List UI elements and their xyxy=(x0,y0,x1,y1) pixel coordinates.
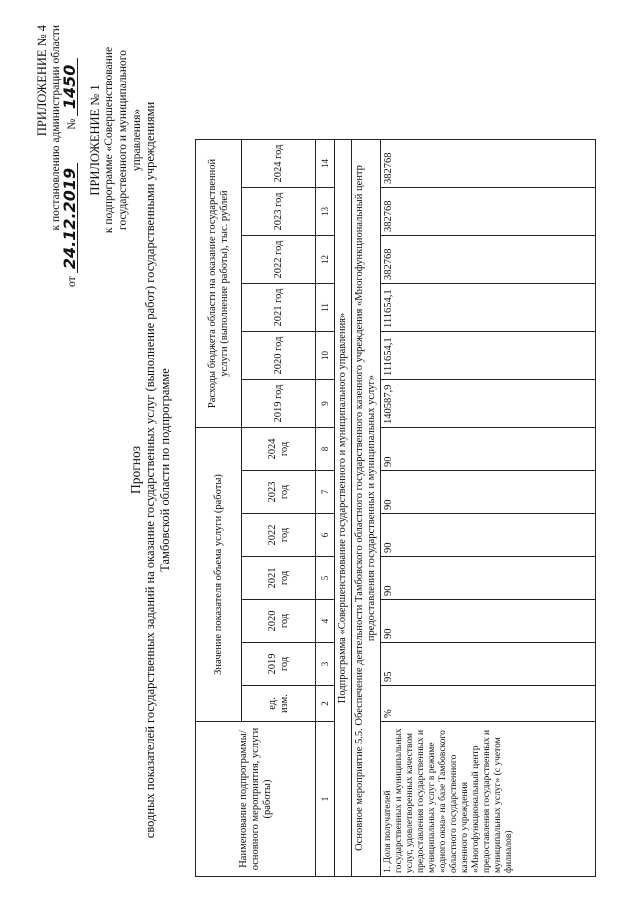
appendix1-line1: к подпрограмме «Совершенствование xyxy=(103,46,115,234)
column-number: 12 xyxy=(316,236,335,284)
header-year: 2021 год xyxy=(242,557,316,600)
appendix4-block xyxy=(35,25,79,295)
column-number: 2 xyxy=(316,686,335,722)
column-number: 13 xyxy=(316,188,335,236)
volume-value: 90 xyxy=(381,428,596,471)
volume-value: 90 xyxy=(381,471,596,514)
appendix1-line2: государственного и муниципального xyxy=(117,50,129,230)
appendix1-line3: управления» xyxy=(131,108,143,172)
main-event-title: Основное мероприятие 5.5. Обеспечение деятельности Тамбовского областного государственного казенного учреждения «Многофункциональный центр предоставления государственных и муниципальных услуг» xyxy=(352,140,381,877)
header-budget-year: 2021 год xyxy=(242,284,316,332)
volume-value: 95 xyxy=(381,643,596,686)
budget-value: 382768 xyxy=(381,236,596,284)
table-row xyxy=(381,140,596,877)
column-number: 6 xyxy=(316,514,335,557)
volume-value: 90 xyxy=(381,557,596,600)
header-name: Наименование подпрограммы/основного мероприятия, услуги (работы) xyxy=(196,722,316,877)
header-budget-year: 2022 год xyxy=(242,236,316,284)
forecast-table xyxy=(195,139,596,877)
column-number: 11 xyxy=(316,284,335,332)
appendix4-title: ПРИЛОЖЕНИЕ № 4 xyxy=(35,25,49,137)
volume-value: 90 xyxy=(381,600,596,643)
budget-value: 382768 xyxy=(381,188,596,236)
header-year: 2024 год xyxy=(242,428,316,471)
header-budget-group: Расходы бюджета области на оказание государственной услуги (выполнение работы), тыс. рублей xyxy=(196,140,242,428)
column-number: 7 xyxy=(316,471,335,514)
column-number: 3 xyxy=(316,643,335,686)
header-year: 2019 год xyxy=(242,643,316,686)
header-budget-year: 2024 год xyxy=(242,140,316,188)
volume-value: 90 xyxy=(381,514,596,557)
indicator-name: 1. Доля получателей государственных и муниципальных услуг, удовлетворенных качеством предоставления государственных и муниципальных услуг в режиме «одного окна» на базе Тамбовского областного государственного казенного учреждения «Многофункциональный центр предоставления государственных и муниципальных услуг» (с учетом филиалов) xyxy=(381,722,596,877)
decree-date-line xyxy=(60,25,79,295)
budget-value: 140587,9 xyxy=(381,380,596,428)
header-row-1 xyxy=(196,140,242,877)
column-number: 1 xyxy=(316,722,335,877)
indicator-unit: % xyxy=(381,686,596,722)
appendix4-subtitle: к постановлению администрации области xyxy=(50,25,62,231)
date-prefix: от xyxy=(66,276,78,287)
column-number: 14 xyxy=(316,140,335,188)
decree-date: 24.12.2019 xyxy=(63,164,78,274)
subprogram-title: Подпрограмма «Совершенствование государственного и муниципального управления» xyxy=(335,140,352,877)
budget-value: 111654,1 xyxy=(381,284,596,332)
subprogram-row xyxy=(335,140,352,877)
number-prefix: № xyxy=(66,118,78,130)
column-numbers-row xyxy=(316,140,335,877)
document-subtitle-line1: сводных показателей государственных заданий на оказание государственных услуг (выполнение работ) государственными учреждениями xyxy=(143,101,157,839)
budget-value: 382768 xyxy=(381,140,596,188)
column-number: 4 xyxy=(316,600,335,643)
header-budget-year: 2023 год xyxy=(242,188,316,236)
header-year: 2022 год xyxy=(242,514,316,557)
header-budget-year: 2020 год xyxy=(242,332,316,380)
column-number: 10 xyxy=(316,332,335,380)
header-budget-year: 2019 год xyxy=(242,380,316,428)
header-year: 2020 год xyxy=(242,600,316,643)
main-event-row xyxy=(352,140,381,877)
column-number: 5 xyxy=(316,557,335,600)
header-unit: ед. изм. xyxy=(242,686,316,722)
document-subtitle-line2: Тамбовской области по подпрограмме xyxy=(158,368,172,572)
header-year: 2023 год xyxy=(242,471,316,514)
column-number: 8 xyxy=(316,428,335,471)
column-number: 9 xyxy=(316,380,335,428)
decree-number: 1450 xyxy=(63,58,78,116)
document-title: Прогноз xyxy=(128,445,143,495)
budget-value: 111654,1 xyxy=(381,332,596,380)
header-volume-group: Значение показателя объема услуги (работы) xyxy=(196,428,242,722)
title-block xyxy=(128,95,173,845)
appendix1-title: ПРИЛОЖЕНИЕ № 1 xyxy=(88,84,102,196)
